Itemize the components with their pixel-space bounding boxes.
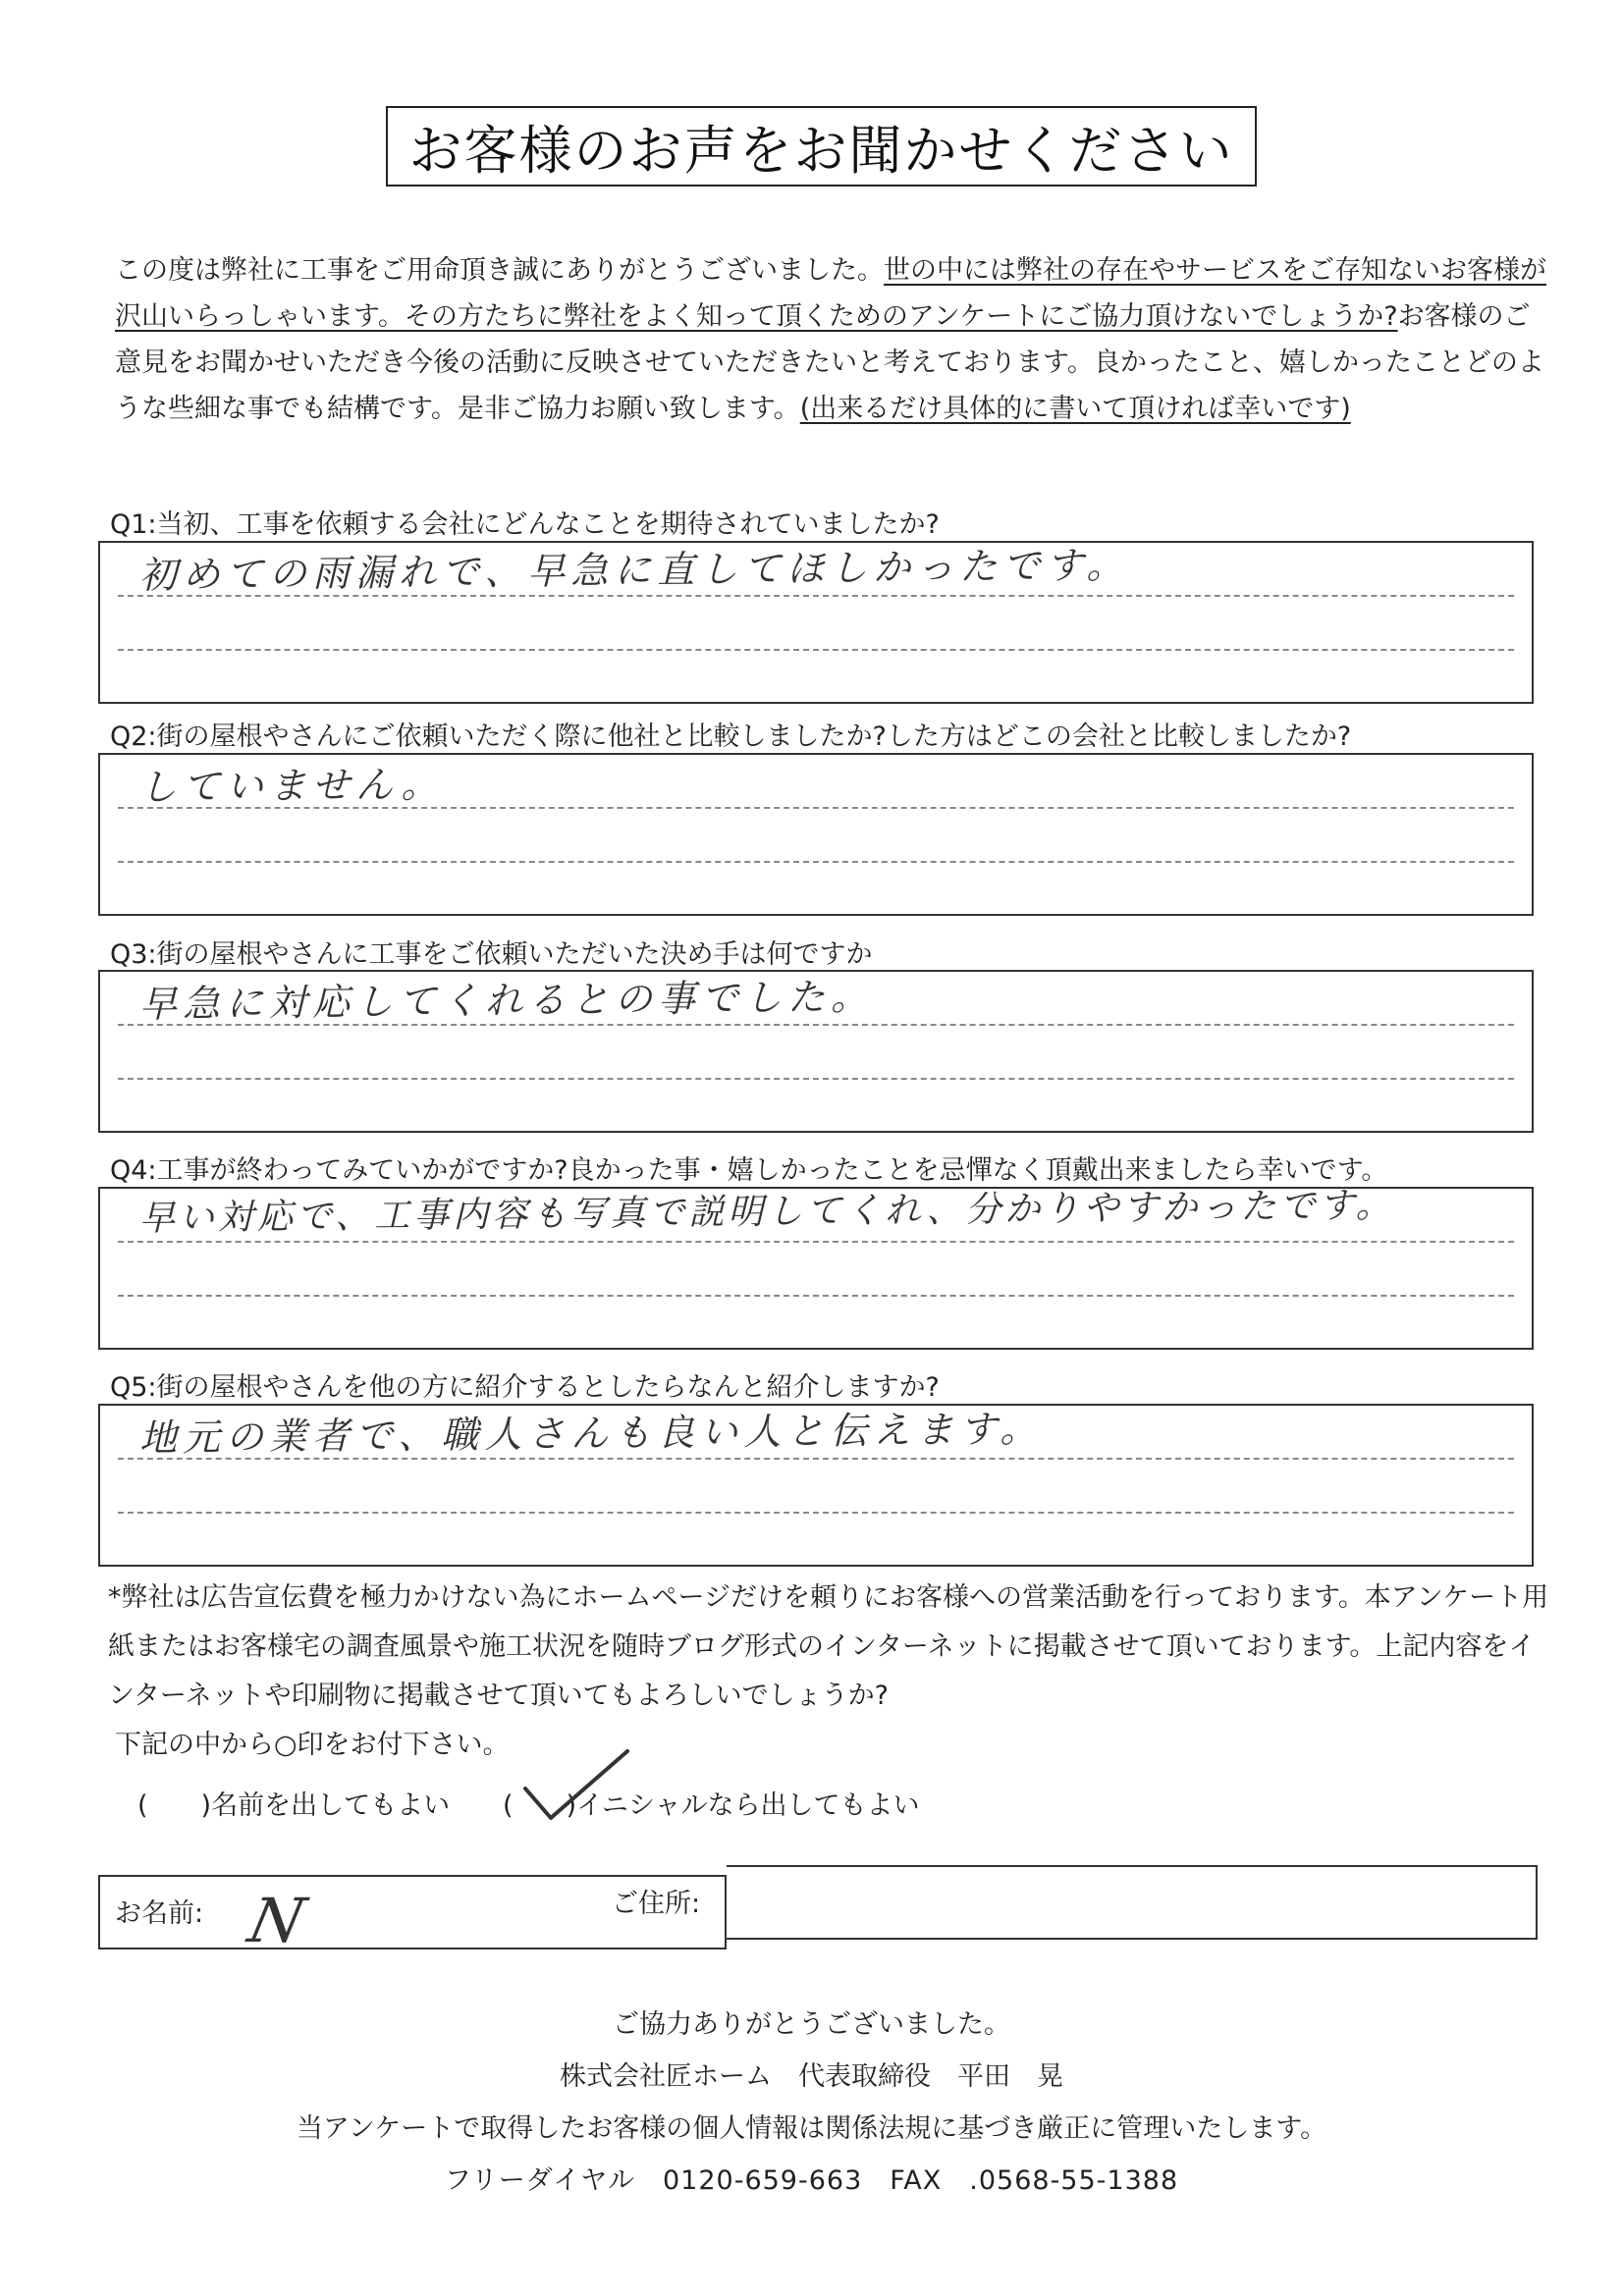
intro-p3: お客様のご意見をお聞かせいただき今後の活動に反映させていただきたいと考えております。良かったこと、嬉しかったことどのような些細な事でも結構です。是非ご協力お願い致します。 (115, 301, 1544, 424)
footer-company: 株式会社匠ホーム 代表取締役 平田 晃 (560, 2061, 1063, 2092)
question-4-label: Q4:工事が終わってみていかがですか?良かった事・嬉しかったことを忌憚なく頂戴出来ましたら幸いです。 (110, 1155, 1388, 1186)
question-3-label: Q3:街の屋根やさんに工事をご依頼いただいた決め手は何ですか (110, 939, 873, 970)
answer-3-handwriting: 早急に対応してくれるとの事でした。 (138, 975, 875, 1026)
answer-box-3[interactable] (98, 970, 1534, 1133)
checkmark-icon (517, 1745, 635, 1824)
option-name-ok[interactable]: ( )名前を出してもよい (137, 1790, 451, 1821)
ruled-line (118, 649, 1514, 651)
question-5-label: Q5:街の屋根やさんを他の方に紹介するとしたらなんと紹介しますか? (110, 1372, 940, 1403)
answer-box-4[interactable] (98, 1187, 1534, 1350)
answer-5-handwriting: 地元の業者で、職人さんも良い人と伝えます。 (138, 1407, 1044, 1460)
intro-p2: 世の中には弊社の存在やサービスをご存知ないお客様が沢山いらっしゃいます。その方たちに弊社をよく知って頂くためのアンケートにご協力頂けないでしょうか? (115, 255, 1546, 332)
publication-notice: *弊社は広告宣伝費を極力かけない為にホームページだけを頼りにお客様への営業活動を行っております。本アンケート用紙またはお客様宅の調査風景や施工状況を随時ブログ形式のインターネットに掲載させて頂いております。上記内容をインターネットや印刷物に掲載させて頂いてもよろしいでしょうか? (108, 1582, 1549, 1711)
ruled-line (118, 1078, 1514, 1080)
ruled-line (118, 1512, 1514, 1514)
answer-box-2[interactable] (98, 753, 1534, 916)
intro-p1: この度は弊社に工事をご用命頂き誠にありがとうございました。 (115, 255, 884, 286)
ruled-line (118, 1241, 1514, 1243)
ruled-line (118, 1295, 1514, 1297)
name-label: お名前: (115, 1898, 204, 1929)
address-field[interactable] (727, 1865, 1538, 1940)
answer-2-handwriting: していません。 (138, 762, 445, 809)
answer-4-handwriting: 早い対応で、工事内容も写真で説明してくれ、分かりやすかったです。 (138, 1185, 1395, 1239)
selection-instruction: 下記の中から○印をお付下さい。 (115, 1730, 510, 1760)
survey-title: お客様のお声をお聞かせください (386, 106, 1257, 187)
intro-p4: (出来るだけ具体的に書いて頂ければ幸いです) (799, 394, 1351, 424)
intro-text (115, 247, 1548, 432)
question-1-label: Q1:当初、工事を依頼する会社にどんなことを期待されていましたか? (110, 509, 940, 540)
answer-box-1[interactable] (98, 541, 1534, 704)
option-initial-ok[interactable]: ( )イニシャルなら出してもよい (503, 1790, 920, 1821)
footer-contact: フリーダイヤル 0120-659-663 FAX .0568-55-1388 (444, 2165, 1179, 2196)
question-2-label: Q2:街の屋根やさんにご依頼いただく際に他社と比較しましたか?した方はどこの会社と比較しましたか? (110, 721, 1352, 752)
answer-1-handwriting: 初めての雨漏れで、早急に直してほしかったです。 (138, 543, 1130, 597)
answer-box-5[interactable] (98, 1404, 1534, 1567)
ruled-line (118, 861, 1514, 863)
name-handwriting: N (243, 1885, 312, 1956)
footer-privacy: 当アンケートで取得したお客様の個人情報は関係法規に基づき厳正に管理いたします。 (296, 2113, 1327, 2144)
address-label: ご住所: (612, 1889, 701, 1919)
footer-thanks: ご協力ありがとうございました。 (613, 2009, 1010, 2040)
